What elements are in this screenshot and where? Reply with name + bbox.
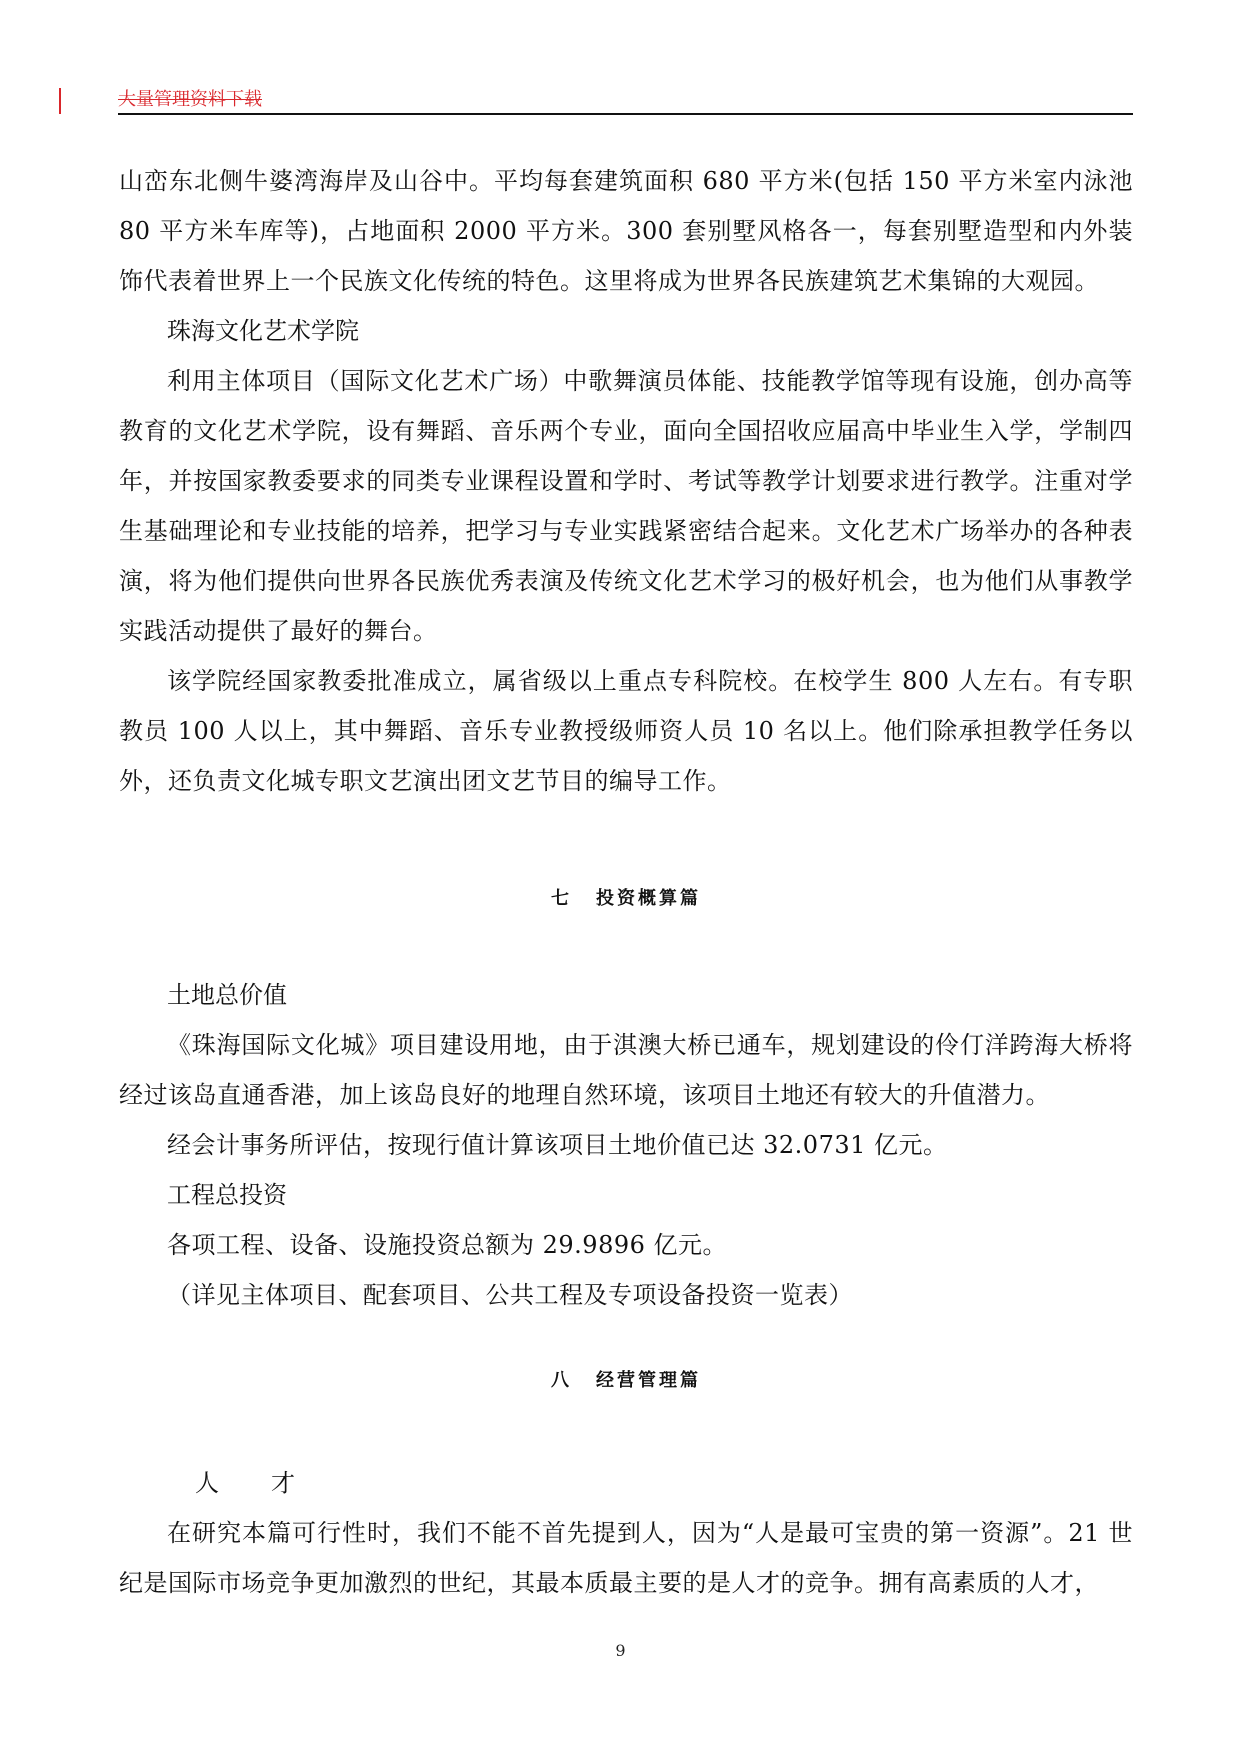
spacer [119, 806, 1133, 884]
spacer [119, 1396, 1133, 1458]
chapter-title: 经营管理篇 [596, 1370, 701, 1391]
subheading-total-investment: 工程总投资 [167, 1181, 287, 1209]
page-number: 9 [615, 1641, 626, 1660]
paragraph-land-location: 《珠海国际文化城》项目建设用地，由于淇澳大桥已通车，规划建设的伶仃洋跨海大桥将经过该岛直通香港，加上该岛良好的地理自然环境，该项目土地还有较大的升值潜力。 [119, 1031, 1133, 1109]
chapter-title: 投资概算篇 [596, 888, 701, 909]
chapter-heading-investment [119, 884, 1133, 914]
paragraph-academy-intro: 利用主体项目（国际文化艺术广场）中歌舞演员体能、技能教学馆等现有设施，创办高等教育的文化艺术学院，设有舞蹈、音乐两个专业，面向全国招收应届高中毕业生入学，学制四年，并按国家教委要求的同类专业课程设置和学时、考试等教学计划要求进行教学。注重对学生基础理论和专业技能的培养，把学习与专业实践紧密结合起来。文化艺术广场举办的各种表演，将为他们提供向世界各民族优秀表演及传统文化艺术学习的极好机会，也为他们从事教学实践活动提供了最好的舞台。 [119, 367, 1133, 645]
paragraph-land-valuation: 经会计事务所评估，按现行值计算该项目土地价值已达 32.0731 亿元。 [167, 1131, 948, 1159]
header-download-link[interactable]: 大量管理资料下载 [118, 89, 262, 110]
header-accent-bar [59, 88, 61, 114]
subheading-land-value: 土地总价值 [167, 981, 287, 1009]
paragraph-villas: 山峦东北侧牛婆湾海岸及山谷中。平均每套建筑面积 680 平方米(包括 150 平方米室内泳池 80 平方米车库等)，占地面积 2000 平方米。300 套别墅风格各一，每套别墅造型和内外装饰代表着世界上一个民族文化传统的特色。这里将成为世界各民族建筑艺术集锦的大观园。 [119, 167, 1133, 295]
paragraph-talent: 在研究本篇可行性时，我们不能不首先提到人，因为“人是最可宝贵的第一资源”。21 世纪是国际市场竞争更加激烈的世纪，其最本质最主要的是人才的竞争。拥有高素质的人才， [119, 1519, 1133, 1597]
chapter-heading-management [119, 1366, 1133, 1396]
paragraph-academy-staff: 该学院经国家教委批准成立，属省级以上重点专科院校。在校学生 800 人左右。有专职教员 100 人以上，其中舞蹈、音乐专业教授级师资人员 10 名以上。他们除承担教学任务以外，还负责文化城专职文艺演出团文艺节目的编导工作。 [119, 667, 1133, 795]
subheading-talent-char-1: 人 [195, 1469, 219, 1497]
subheading-talent-char-2: 才 [271, 1469, 295, 1497]
chapter-number: 七 [551, 888, 572, 909]
document-body [119, 156, 1133, 1608]
paragraph-investment-note: （详见主体项目、配套项目、公共工程及专项设备投资一览表） [167, 1281, 853, 1309]
subheading-academy: 珠海文化艺术学院 [167, 317, 359, 345]
chapter-number: 八 [551, 1370, 572, 1391]
spacer [119, 914, 1133, 970]
spacer [119, 1320, 1133, 1366]
header-divider [118, 113, 1133, 115]
paragraph-investment-total: 各项工程、设备、设施投资总额为 29.9896 亿元。 [167, 1231, 728, 1259]
subheading-talent [119, 1458, 1133, 1508]
